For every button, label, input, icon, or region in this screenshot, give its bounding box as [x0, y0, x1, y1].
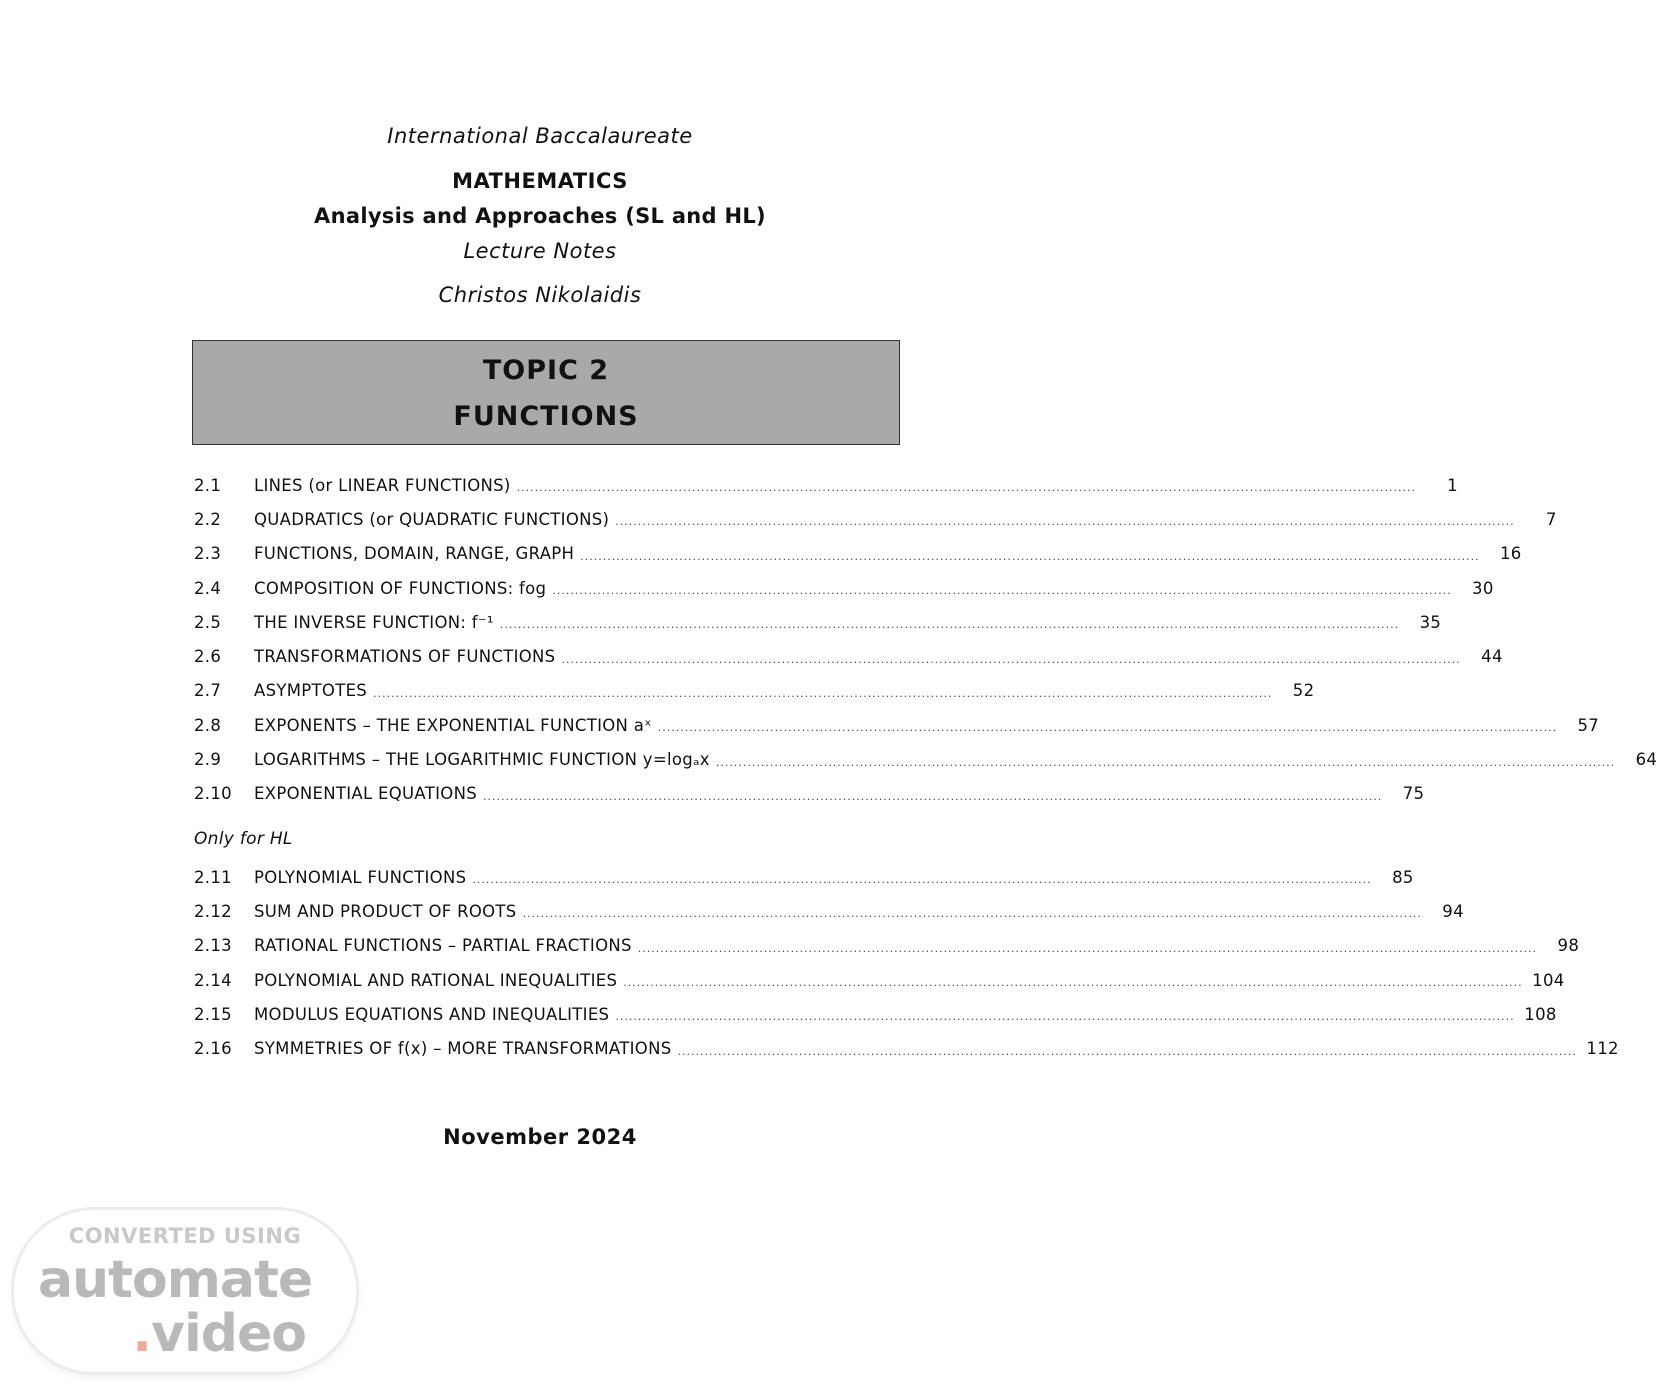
course-title: Analysis and Approaches (SL and HL)	[314, 204, 766, 228]
toc-entry-number: 2.14	[194, 970, 232, 990]
toc-dot-leader: ........................................................................................................................................................................................................	[472, 873, 1372, 887]
watermark-caption: CONVERTED USING	[68, 1224, 302, 1248]
toc-entry-page: 16	[1499, 544, 1522, 564]
toc-entry	[194, 708, 1600, 742]
toc-entry-page: 112	[1586, 1039, 1619, 1059]
toc-entry-title: ASYMPTOTES	[254, 681, 368, 701]
toc-entry-number: 2.11	[194, 867, 232, 887]
toc-entry-page: 104	[1532, 970, 1565, 990]
toc-entry-number: 2.1	[194, 475, 222, 495]
toc-entry-page: 7	[1545, 509, 1557, 529]
toc-entry-title: EXPONENTIAL EQUATIONS	[254, 784, 477, 804]
subject-title: MATHEMATICS	[452, 169, 628, 193]
toc-dot-leader: ........................................................................................................................................................................................................	[715, 755, 1616, 769]
watermark-brand-line1: automate	[38, 1250, 313, 1310]
toc-entry-number: 2.12	[194, 901, 232, 921]
toc-dot-leader: ........................................................................................................................................................................................................	[623, 976, 1523, 990]
toc-entry	[194, 742, 1657, 776]
toc-dot-leader: ........................................................................................................................................................................................................	[552, 584, 1452, 598]
toc-entry-title: FUNCTIONS, DOMAIN, RANGE, GRAPH	[254, 544, 575, 564]
hl-section-label: Only for HL	[194, 829, 293, 849]
toc-entry-page: 98	[1557, 936, 1580, 956]
toc-entry-page: 44	[1481, 647, 1503, 667]
toc-entry-page: 85	[1392, 867, 1414, 887]
toc-dot-leader: ........................................................................................................................................................................................................	[522, 907, 1422, 921]
toc-entry-title: POLYNOMIAL AND RATIONAL INEQUALITIES	[254, 970, 618, 990]
toc-entry-number: 2.13	[194, 936, 232, 956]
toc-entry-title: TRANSFORMATIONS OF FUNCTIONS	[254, 647, 556, 667]
toc-entry	[194, 571, 1494, 605]
toc-dot-leader: ........................................................................................................................................................................................................	[516, 481, 1416, 495]
toc-entry-title: RATIONAL FUNCTIONS – PARTIAL FRACTIONS	[254, 936, 632, 956]
watermark-brand-line2	[132, 1304, 306, 1364]
author-name: Christos Nikolaidis	[438, 283, 642, 307]
toc-entry-page: 30	[1472, 578, 1494, 598]
toc-entry	[194, 1031, 1619, 1065]
toc-dot-leader: ........................................................................................................................................................................................................	[499, 618, 1400, 632]
topic-name: FUNCTIONS	[453, 401, 639, 432]
watermark-dot: .	[132, 1304, 152, 1364]
watermark-brand-word: video	[151, 1304, 306, 1364]
toc-dot-leader: ........................................................................................................................................................................................................	[580, 549, 1480, 563]
table-of-contents	[194, 468, 1657, 811]
toc-entry-number: 2.5	[194, 612, 222, 632]
toc-entry-number: 2.6	[194, 647, 222, 667]
toc-entry	[194, 997, 1557, 1031]
toc-entry	[194, 860, 1414, 894]
toc-dot-leader: ........................................................................................................................................................................................................	[615, 1010, 1515, 1024]
toc-entry	[194, 674, 1315, 708]
toc-dot-leader: ........................................................................................................................................................................................................	[483, 789, 1383, 803]
toc-entry-page: 64	[1635, 750, 1657, 770]
toc-entry	[194, 963, 1565, 997]
toc-entry-title: EXPONENTS – THE EXPONENTIAL FUNCTION aˣ	[254, 715, 652, 735]
topic-banner	[192, 340, 900, 445]
toc-dot-leader: ........................................................................................................................................................................................................	[615, 515, 1515, 529]
topic-number: TOPIC 2	[482, 355, 610, 386]
toc-entry-title: LINES (or LINEAR FUNCTIONS)	[254, 475, 511, 495]
toc-entry-page: 57	[1577, 715, 1600, 735]
toc-entry	[194, 929, 1580, 963]
toc-entry-page: 108	[1524, 1004, 1557, 1024]
toc-entry	[194, 639, 1503, 673]
toc-entry-title: MODULUS EQUATIONS AND INEQUALITIES	[254, 1004, 610, 1024]
toc-dot-leader: ........................................................................................................................................................................................................	[677, 1044, 1577, 1058]
toc-entry-number: 2.2	[194, 509, 222, 529]
toc-entry-page: 75	[1402, 784, 1425, 804]
toc-entry-title: SYMMETRIES OF f(x) – MORE TRANSFORMATIONS	[254, 1039, 672, 1059]
toc-entry-number: 2.4	[194, 578, 222, 598]
publication-date: November 2024	[443, 1125, 637, 1149]
toc-entry-title: QUADRATICS (or QUADRATIC FUNCTIONS)	[254, 509, 610, 529]
toc-entry-page: 52	[1292, 681, 1315, 701]
toc-entry	[194, 502, 1557, 536]
toc-entry-number: 2.8	[194, 715, 222, 735]
toc-entry-number: 2.9	[194, 750, 222, 770]
toc-entry	[194, 605, 1442, 639]
toc-entry-number: 2.7	[194, 681, 222, 701]
document-type: Lecture Notes	[463, 239, 617, 263]
watermark-logo	[14, 1210, 356, 1372]
toc-entry-title: COMPOSITION OF FUNCTIONS: fog	[254, 578, 547, 598]
toc-dot-leader: ........................................................................................................................................................................................................	[561, 652, 1461, 666]
toc-entry-page: 1	[1447, 475, 1458, 495]
toc-entry-title: POLYNOMIAL FUNCTIONS	[254, 867, 467, 887]
institution-name: International Baccalaureate	[387, 124, 693, 148]
toc-entry-page: 35	[1419, 612, 1442, 632]
toc-entry-number: 2.15	[194, 1004, 232, 1024]
toc-dot-leader: ........................................................................................................................................................................................................	[373, 686, 1273, 700]
toc-entry	[194, 537, 1522, 571]
toc-entry-number: 2.16	[194, 1039, 232, 1059]
toc-entry-page: 94	[1442, 901, 1464, 921]
toc-dot-leader: ........................................................................................................................................................................................................	[637, 941, 1538, 955]
toc-entry-title: SUM AND PRODUCT OF ROOTS	[254, 901, 517, 921]
toc-entry-title: LOGARITHMS – THE LOGARITHMIC FUNCTION y=logₐx	[254, 750, 710, 770]
toc-entry-title: THE INVERSE FUNCTION: f⁻¹	[254, 612, 494, 632]
table-of-contents-hl	[194, 860, 1619, 1066]
toc-entry	[194, 894, 1464, 928]
toc-dot-leader: ........................................................................................................................................................................................................	[657, 721, 1558, 735]
toc-entry-number: 2.10	[194, 784, 232, 804]
toc-entry-number: 2.3	[194, 544, 222, 564]
toc-entry	[194, 468, 1458, 502]
toc-entry	[194, 777, 1425, 811]
